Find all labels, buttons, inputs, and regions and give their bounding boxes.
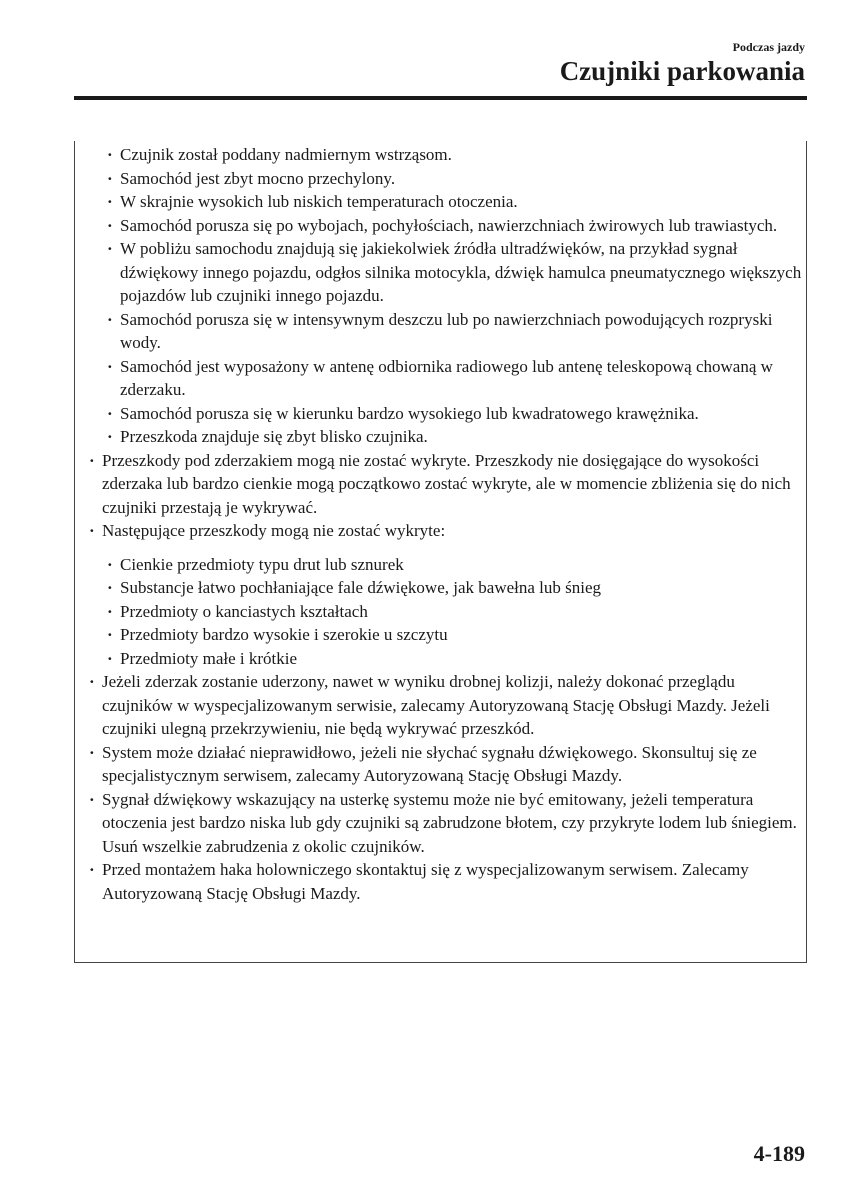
closing-note: · Sygnał dźwiękowy wskazujący na usterkę systemu może nie być emitowany, jeżeli temperatura otoczenia jest bardzo niska lub gdy czujniki są zabrudzone błotem, czy przykryte lodem lub śniegiem. Usuń wszelkie zabrudzenia z okolic czujników.: [88, 788, 803, 859]
undetected-item: · Cienkie przedmioty typu drut lub sznurek: [104, 553, 803, 577]
condition-item: · Samochód porusza się w kierunku bardzo wysokiego lub kwadratowego krawężnika.: [104, 402, 803, 426]
section-label: Podczas jazdy: [732, 40, 805, 54]
condition-item: · Samochód porusza się w intensywnym deszczu lub po nawierzchniach powodujących rozpryski wody.: [104, 308, 803, 355]
condition-item: · W pobliżu samochodu znajdują się jakiekolwiek źródła ultradźwięków, na przykład sygnał dźwiękowy innego pojazdu, odgłos silnika motocykla, dźwięk hamulca pneumatycznego większych pojazdów lub czujniki innego pojazdu.: [104, 237, 803, 308]
notes-content: [88, 143, 803, 905]
bumper-note: · Przeszkody pod zderzakiem mogą nie zostać wykryte. Przeszkody nie dosięgające do wysokości zderzaka lub bardzo cienkie mogą początkowo zostać wykryte, ale w momencie zbliżenia się do nich czujniki przestają je wykrywać.: [88, 449, 803, 520]
condition-item: · Samochód jest zbyt mocno przechylony.: [104, 167, 803, 191]
condition-item: · Czujnik został poddany nadmiernym wstrząsom.: [104, 143, 803, 167]
page-number: 4-189: [753, 1141, 805, 1166]
undetected-intro: · Następujące przeszkody mogą nie zostać wykryte:: [88, 519, 803, 543]
condition-item: · Przeszkoda znajduje się zbyt blisko czujnika.: [104, 425, 803, 449]
condition-item: · Samochód porusza się po wybojach, pochyłościach, nawierzchniach żwirowych lub trawiastych.: [104, 214, 803, 238]
condition-item: · Samochód jest wyposażony w antenę odbiornika radiowego lub antenę teleskopową chowaną w zderzaku.: [104, 355, 803, 402]
undetected-item: · Przedmioty małe i krótkie: [104, 647, 803, 671]
undetected-item: · Przedmioty o kanciastych kształtach: [104, 600, 803, 624]
undetected-item: · Substancje łatwo pochłaniające fale dźwiękowe, jak bawełna lub śnieg: [104, 576, 803, 600]
undetected-item: · Przedmioty bardzo wysokie i szerokie u szczytu: [104, 623, 803, 647]
closing-note: · Przed montażem haka holowniczego skontaktuj się z wyspecjalizowanym serwisem. Zalecamy Autoryzowaną Stację Obsługi Mazdy.: [88, 858, 803, 905]
condition-item: · W skrajnie wysokich lub niskich temperaturach otoczenia.: [104, 190, 803, 214]
page-title: Czujniki parkowania: [559, 56, 805, 86]
title-rule: [74, 96, 807, 100]
closing-note: · System może działać nieprawidłowo, jeżeli nie słychać sygnału dźwiękowego. Skonsultuj się ze specjalistycznym serwisem, zalecamy Autoryzowaną Stację Obsługi Mazdy.: [88, 741, 803, 788]
spacer: [88, 543, 803, 553]
closing-note: · Jeżeli zderzak zostanie uderzony, nawet w wyniku drobnej kolizji, należy dokonać przeglądu czujników w wyspecjalizowanym serwisie, zalecamy Autoryzowaną Stację Obsługi Mazdy. Jeżeli czujniki ulegną przekrzywieniu, nie będą wykrywać przeszkód.: [88, 670, 803, 741]
